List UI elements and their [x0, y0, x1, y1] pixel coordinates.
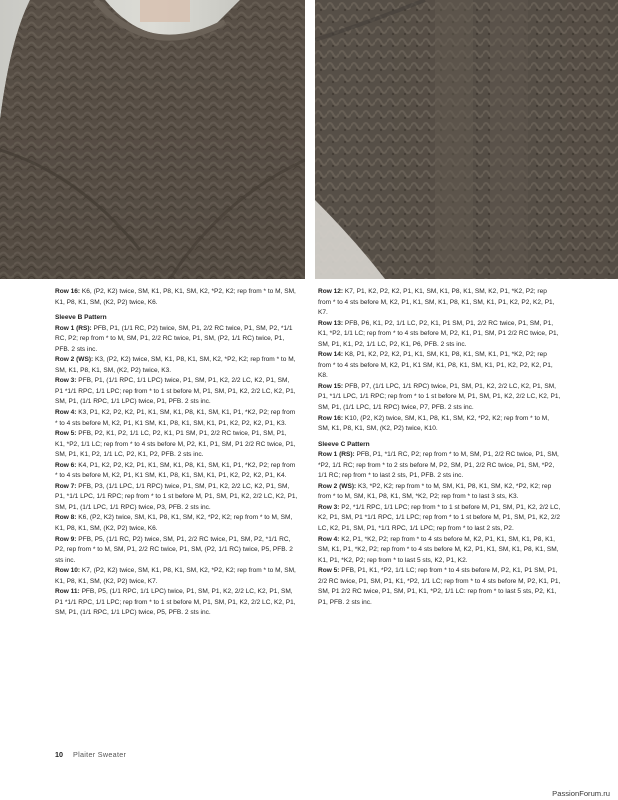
- pattern-column-left: [55, 287, 298, 619]
- sleeve-b-heading: Sleeve B Pattern: [55, 314, 107, 322]
- row-1-instructions: [318, 450, 561, 482]
- row-text: PFB, P3, (1/1 LPC, 1/1 RPC) twice, P1, SM, P1, K2, 2/2 LC, K2, P1, SM, P1, *1/1 LPC, 1/1 RPC; rep from * to 1 st before M, P1, SM, P1, K2, 2/2 LC, K2, P1, SM, P1, (1/1 LPC, 1/1 RPC) twice, P3, PFB. 2 sts inc.: [55, 482, 298, 511]
- row-15-instructions: [318, 382, 561, 414]
- row-label: Row 15:: [318, 382, 344, 390]
- row-label: Row 4:: [55, 409, 77, 417]
- row-label: Row 11:: [55, 588, 80, 596]
- row-text: PFB, P1, *1/1 RC, P2; rep from * to M, SM, P1, 2/2 RC twice, P1, SM, *P2, 1/1 RC; rep from * to 2 sts before M, P2, SM, P1, 2/2 RC twice, P1, SM, *P2, 1/1 RC; rep from * to last 2 sts, P1, PFB. 2 sts inc.: [318, 451, 559, 480]
- row-label: Row 16:: [55, 288, 81, 295]
- row-13-instructions: [318, 319, 561, 351]
- row-16-instructions: [318, 414, 561, 435]
- row-label: Row 7:: [55, 482, 77, 490]
- row-label: Row 2 (WS):: [318, 482, 357, 490]
- row-text: K3, P1, K2, P2, K2, P1, K1, SM, K1, P8, K1, SM, K1, P1, *K2, P2; rep from * to 4 sts before M, K2, P1, K1 SM, K1, P8, K1, SM, K1, P1, K2, P2, K2, P1, K3.: [55, 409, 296, 427]
- row-label: Row 3:: [318, 503, 340, 511]
- row-7-instructions: [55, 482, 298, 514]
- row-text: PFB, P5, (1/1 RC, P2) twice, SM, P1, 2/2 RC twice, P1, SM, P2, *1/1 RC, P2, rep from * to M, SM, P1, 2/2 RC twice, P1, SM, (P2, 1/1 RC) twice, P5, PFB. 2 sts inc.: [55, 535, 293, 564]
- row-6-instructions: [55, 461, 298, 482]
- row-text: K7, (P2, K2) twice, SM, K1, P8, K1, SM, K2, *P2, K2; rep from * to M, SM, K1, P8, K1, SM, (K2, P2) twice, K7.: [55, 567, 296, 585]
- row-text: PFB, P1, K1, *P2, 1/1 LC; rep from * to 4 sts before M, P2, K1, P1 SM, P1, 2/2 RC twice, P1, SM, P1, K1, *P2, 1/1 LC; rep from * to 4 sts before M, P2, K1, P1, SM, P1 2/2 RC twice, P1, SM, P1, K1, *P2, 1/1 LC: rep from * to last 5 sts, P2, K1, P1, PFB. 2 sts inc.: [318, 567, 561, 606]
- row-text: K2, P1, *K2, P2; rep from * to 4 sts before M, K2, P1, K1, SM, K1, P8, K1, SM, K1, P1, *K2, P2; rep from * to 4 sts before M, K2, P1, K1, SM, K1, P8, K1, SM, K1, P1, *K2, P2; rep from * to last 5 sts, K2, P1, K2.: [318, 535, 559, 564]
- row-4-instructions: [55, 408, 298, 429]
- row-5-instructions: [318, 566, 561, 608]
- row-12-instructions: [318, 287, 561, 319]
- sweater-photo-front: [0, 0, 305, 279]
- row-text: K10, (P2, K2) twice, SM, K1, P8, K1, SM, K2, *P2, K2; rep from * to M, SM, K1, P8, K1, SM, (K2, P2) twice, K10.: [318, 414, 550, 433]
- row-text: K3, *P2, K2; rep from * to M, SM, K1, P8, K1, SM, K2, *P2, K2; rep from * to M, SM, K1, P8, K1, SM, *K2, P2; rep from * to last 3 sts, K3.: [318, 482, 552, 501]
- sweater-photo-sleeve: [315, 0, 618, 279]
- row-text: K8, P1, K2, P2, K2, P1, K1, SM, K1, P8, K1, SM, K1, P1, *K2, P2; rep from * to 4 sts before M, K2, P1, K1 SM, K1, P8, K1, SM, K1, P1, K2, P2, K2, P1, K8.: [318, 351, 553, 380]
- row-text: K7, P1, K2, P2, K2, P1, K1, SM, K1, P8, K1, SM, K2, P1, *K2, P2; rep from * to 4 sts before M, K2, P1, K1, SM, K1, P8, K1, SM, K1, P1, K2, P2, K2, P1, K7.: [318, 288, 555, 317]
- row-2-instructions: [55, 355, 298, 376]
- row-label: Row 16:: [318, 414, 344, 422]
- row-text: K6, (P2, K2) twice, SM, K1, P8, K1, SM, K2, *P2, K2; rep from * to M, SM, K1, P8, K1, SM, (K2, P2) twice, K6.: [55, 514, 293, 533]
- row-label: Row 8:: [55, 514, 77, 522]
- row-3-instructions: [55, 376, 298, 408]
- row-text: P2, *1/1 RPC, 1/1 LPC; rep from * to 1 st before M, P1, SM, P1, K2, 2/2 LC, K2, P1, SM, P1 *1/1 RPC, 1/1 LPC; rep from * to 1 st before M, P1, SM, P1, K2, 2/2 LC, K2, P1, SM, P1, *1/1 RPC, 1/1 LPC; rep from * to last 2 sts, P2.: [318, 503, 561, 533]
- row-text: K6, (P2, K2) twice, SM, K1, P8, K1, SM, K2, *P2, K2; rep from * to M, SM, K1, P8, K1, SM, (K2, P2) twice, K6.: [55, 288, 296, 306]
- row-text: K4, P1, K2, P2, K2, P1, K1, SM, K1, P8, K1, SM, K1, P1, *K2, P2; rep from * to 4 sts before M, K2, P1, K1 SM, K1, P8, K1, SM, K1, P1, K2, P2, K2, P1, K4.: [55, 461, 296, 480]
- row-label: Row 6:: [55, 461, 77, 469]
- row-text: PFB, P1, (1/1 RC, P2) twice, SM, P1, 2/2 RC twice, P1, SM, P2, *1/1 RC, P2; rep from * to M, SM, P1, 2/2 RC twice, P1, SM, (P2, 1/1 RC) twice, P1, PFB. 2 sts inc.: [55, 324, 293, 353]
- row-label: Row 3:: [55, 377, 77, 385]
- row-text: PFB, P2, K1, P2, 1/1 LC, P2, K1, P1 SM, P1, 2/2 RC twice, P1, SM, P1, K1, *P2, 1/1 LC; rep from * to 4 sts before M, P2, K1, P1, SM, P1 2/2 RC twice, P1, SM, P1, K1, P2, 1/1 LC, P2, K1, P2, PFB. 2 sts inc.: [55, 430, 296, 459]
- row-2-instructions: [318, 482, 561, 503]
- row-label: Row 5:: [55, 430, 77, 438]
- row-11-instructions: [55, 587, 298, 619]
- row-4-instructions: [318, 535, 561, 567]
- row-5-instructions: [55, 429, 298, 461]
- row-label: Row 4:: [318, 535, 340, 543]
- row-label: Row 1 (RS):: [55, 324, 92, 332]
- site-watermark: PassionForum.ru: [552, 789, 610, 798]
- row-label: Row 12:: [318, 288, 344, 295]
- page-footer: [55, 750, 126, 759]
- row-label: Row 5:: [318, 567, 340, 575]
- row-14-instructions: [318, 350, 561, 382]
- row-label: Row 1 (RS):: [318, 451, 355, 459]
- row-label: Row 2 (WS):: [55, 356, 94, 364]
- row-label: Row 13:: [318, 319, 344, 327]
- footer-title: Plaiter Sweater: [73, 750, 127, 759]
- row-label: Row 14:: [318, 351, 344, 359]
- pattern-column-right: [318, 287, 561, 608]
- row-16-instructions: [55, 287, 298, 308]
- page-number: 10: [55, 750, 63, 759]
- row-1-instructions: [55, 324, 298, 356]
- row-3-instructions: [318, 503, 561, 535]
- sleeve-c-heading: Sleeve C Pattern: [318, 440, 370, 448]
- row-text: PFB, P7, (1/1 LPC, 1/1 RPC) twice, P1, SM, P1, K2, 2/2 LC, K2, P1, SM, P1, *1/1 LPC, 1/1 RPC; rep from * to 1 st before M, P1, SM, P1, K2, 2/2 LC, K2, P1, SM, P1, (1/1 LPC, 1/1 RPC) twice, P7, PFB. 2 sts inc.: [318, 382, 561, 412]
- row-label: Row 10:: [55, 567, 81, 575]
- row-9-instructions: [55, 535, 298, 567]
- row-text: PFB, P5, (1/1 RPC, 1/1 LPC) twice, P1, SM, P1, K2, 2/2 LC, K2, P1, SM, P1 *1/1 RPC, 1/1 LPC; rep from * to 1 st before M, P1, SM, P1, K2, 2/2 LC, K2, P1, SM, P1, (1/1 RPC, 1/1 LPC) twice, P5, PFB. 2 sts inc.: [55, 588, 296, 617]
- row-text: PFB, P6, K1, P2, 1/1 LC, P2, K1, P1 SM, P1, 2/2 RC twice, P1, SM, P1, K1, *P2, 1/1 LC; rep from * to 4 sts before M, P2, K1, P1, SM, P1 2/2 RC twice, P1, SM, P1, K1, P2, 1/1 LC, P2, K1, P6, PFB. 2 sts inc.: [318, 319, 559, 348]
- row-10-instructions: [55, 566, 298, 587]
- row-text: K3, (P2, K2) twice, SM, K1, P8, K1, SM, K2, *P2, K2; rep from * to M, SM, K1, P8, K1, SM, (K2, P2) twice, K3.: [55, 356, 296, 374]
- row-label: Row 9:: [55, 535, 77, 543]
- row-8-instructions: [55, 513, 298, 534]
- row-text: PFB, P1, (1/1 RPC, 1/1 LPC) twice, P1, SM, P1, K2, 2/2 LC, K2, P1, SM, P1 *1/1 RPC, 1/1 LPC; rep from * to 1 st before M, P1, SM, P1, K2, 2/2 LC, K2, P1, SM, P1, (1/1 RPC, 1/1 LPC) twice, P1, PFB. 2 sts inc.: [55, 377, 296, 406]
